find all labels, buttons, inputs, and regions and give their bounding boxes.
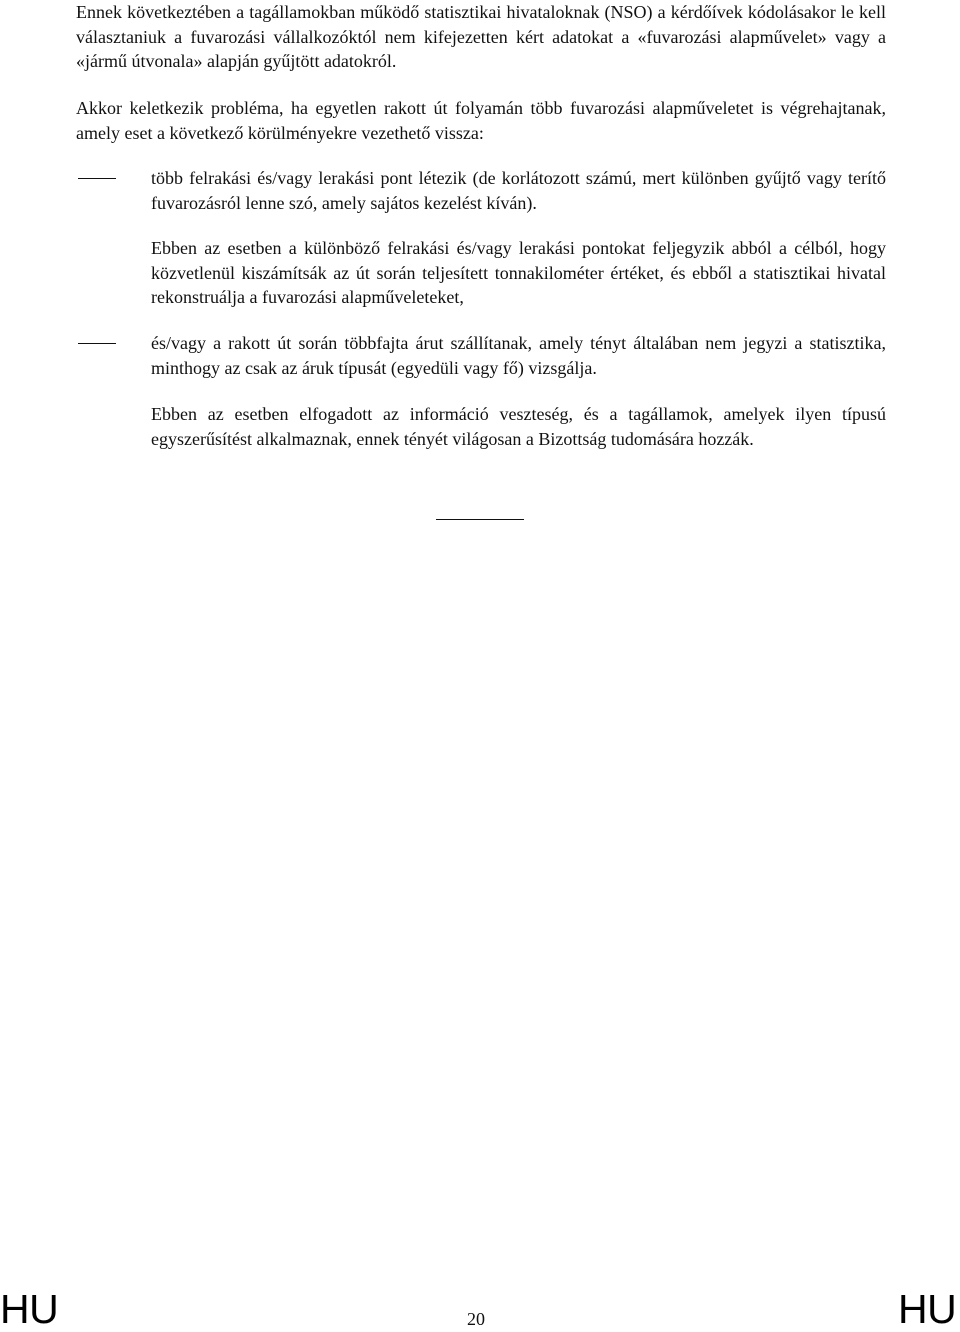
bullet-item-1: több felrakási és/vagy lerakási pont létezik (de korlátozott számú, mert különben gyűjtő vagy terítő fuvarozásról lenne szó, amely sajátos kezelést kíván).	[151, 168, 886, 213]
end-separator-line	[436, 519, 524, 520]
bullet-dash-1	[78, 178, 116, 179]
footer-language-left: HU	[0, 1286, 59, 1332]
footer-language-right: HU	[898, 1286, 957, 1332]
page-number: 20	[467, 1309, 485, 1329]
bullet-item-2: és/vagy a rakott út során többfajta árut szállítanak, amely tényt általában nem jegyzi a statisztika, minthogy az csak az áruk típusát (egyedüli vagy fő) vizsgálja.	[151, 333, 886, 378]
paragraph-problem: Akkor keletkezik probléma, ha egyetlen rakott út folyamán több fuvarozási alapműveletet is végrehajtanak, amely eset a következő körülményekre vezethető vissza:	[76, 98, 886, 143]
bullet-dash-2	[78, 343, 116, 344]
paragraph-intro: Ennek következtében a tagállamokban működő statisztikai hivataloknak (NSO) a kérdőívek kódolásakor le kell választaniuk a fuvarozási vállalkozóktól nem kifejezetten kért adatokat a «fuvarozási alapművelet» vagy a «jármű útvonala» alapján gyűjtött adatokról.	[76, 2, 886, 71]
bullet-item-2-followup: Ebben az esetben elfogadott az információ veszteség, és a tagállamok, amelyek ilyen típusú egyszerűsítést alkalmaznak, ennek tényét világosan a Bizottság tudomására hozzák.	[151, 404, 886, 449]
bullet-item-1-followup: Ebben az esetben a különböző felrakási és/vagy lerakási pontokat feljegyzik abból a célból, hogy közvetlenül kiszámítsák az út során teljesített tonnakilométer értéket, és ebből a statisztikai hivatal rekonstruálja a fuvarozási alapműveleteket,	[151, 238, 886, 307]
